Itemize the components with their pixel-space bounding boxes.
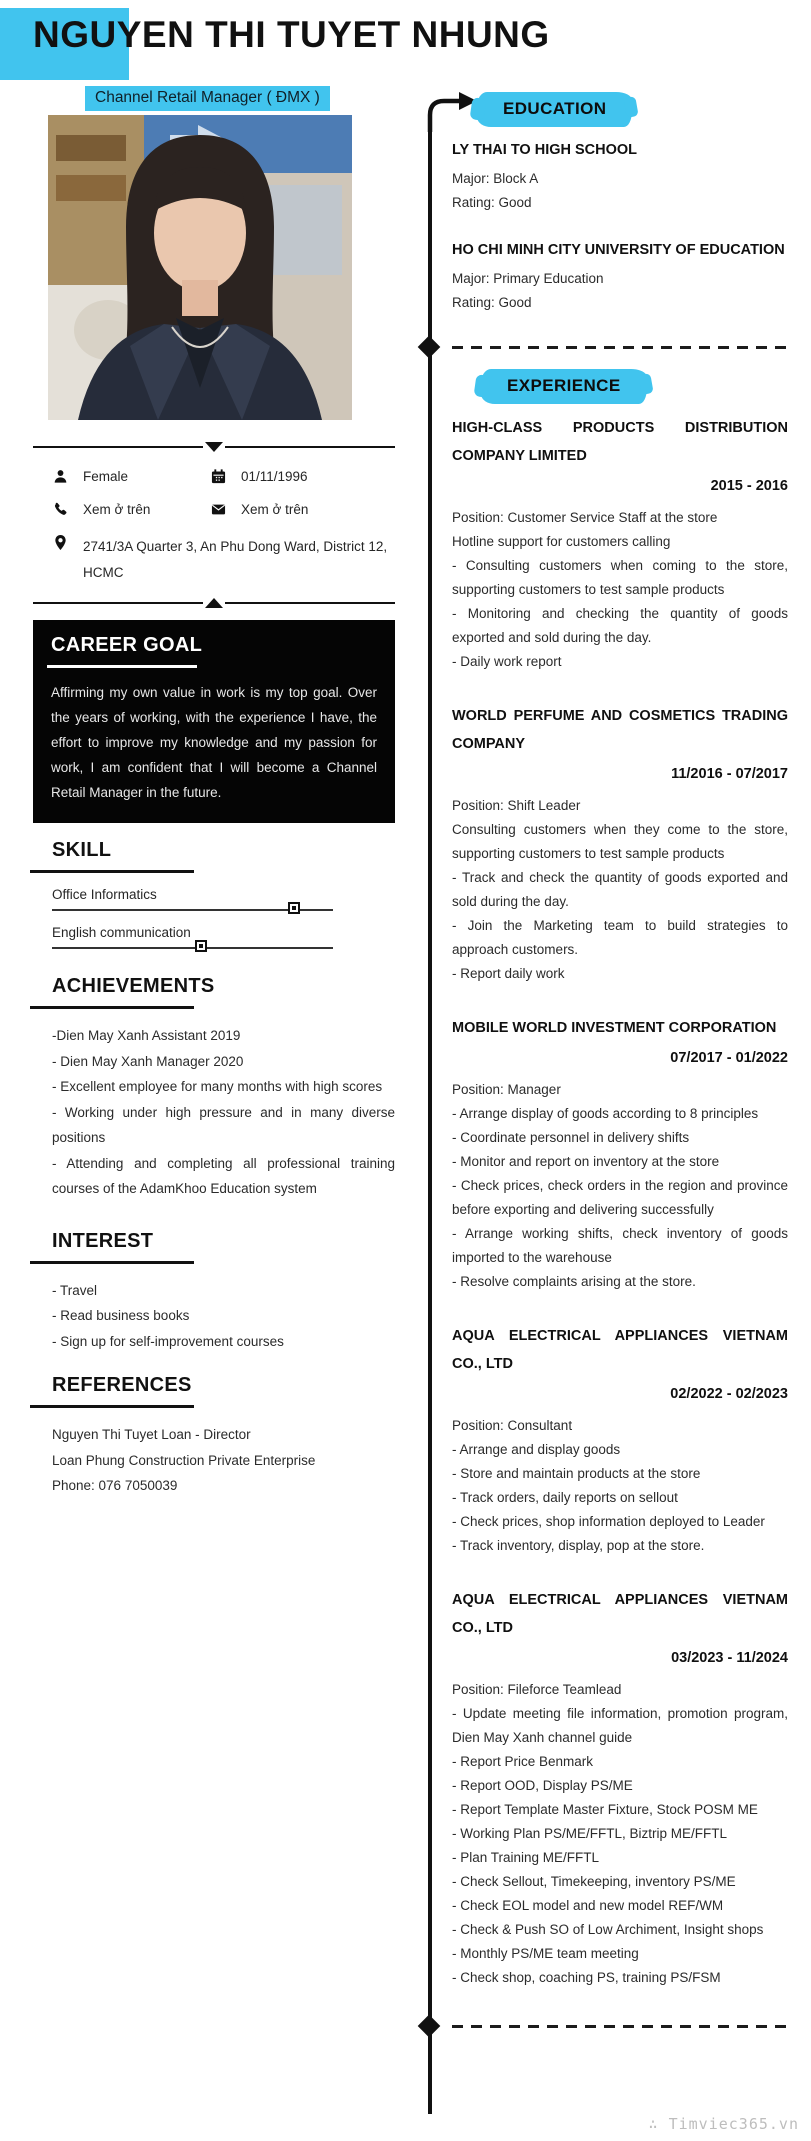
job-detail-line: - Track orders, daily reports on sellout bbox=[452, 1490, 678, 1505]
skill-slider[interactable] bbox=[52, 909, 333, 911]
school-rating: Rating: Good bbox=[452, 295, 532, 310]
job-detail-line: - Daily work report bbox=[452, 654, 562, 669]
job-detail-line: - Report daily work bbox=[452, 966, 565, 981]
dashed-line bbox=[452, 346, 788, 349]
job-detail-line: Hotline support for customers calling bbox=[452, 534, 671, 549]
job-detail-line: - Report Price Benmark bbox=[452, 1754, 594, 1769]
job-detail-line: - Monitor and report on inventory at the store bbox=[452, 1154, 720, 1169]
job-period: 07/2017 - 01/2022 bbox=[670, 1050, 788, 1066]
job-detail-line: - Track and check the quantity of goods exported and sold during the day. bbox=[452, 870, 788, 909]
job-detail-line: - Report Template Master Fixture, Stock POSM ME bbox=[452, 1802, 758, 1817]
job-detail-line: Position: Fileforce Teamlead bbox=[452, 1682, 622, 1697]
candidate-name: NGUYEN THI TUYET NHUNG bbox=[33, 14, 550, 55]
job-detail-line: Position: Consultant bbox=[452, 1418, 573, 1433]
job-detail-line: - Working Plan PS/ME/FFTL, Biztrip ME/FFTL bbox=[452, 1826, 728, 1841]
education-entry bbox=[452, 239, 788, 315]
experience-job bbox=[452, 414, 788, 674]
phone-value: Xem ở trên bbox=[83, 502, 151, 517]
gender-value: Female bbox=[83, 469, 129, 484]
career-goal-title: CAREER GOAL bbox=[51, 634, 203, 656]
school-major: Major: Primary Education bbox=[452, 271, 604, 286]
job-details bbox=[452, 794, 788, 986]
job-period: 02/2022 - 02/2023 bbox=[670, 1386, 788, 1402]
job-detail-line: - Check & Push SO of Low Archiment, Insight shops bbox=[452, 1922, 764, 1937]
interest-item: - Read business books bbox=[52, 1308, 190, 1323]
skill-underline bbox=[30, 870, 194, 873]
education-entry bbox=[452, 139, 788, 215]
career-goal-section bbox=[33, 620, 395, 823]
job-detail-line: Position: Customer Service Staff at the store bbox=[452, 510, 718, 525]
experience-job bbox=[452, 1322, 788, 1558]
interest-item: - Sign up for self-improvement courses bbox=[52, 1333, 284, 1349]
interest-item: - Travel bbox=[52, 1282, 98, 1298]
job-detail-line: - Store and maintain products at the store bbox=[452, 1466, 701, 1481]
site-watermark: ∴ Timviec365.vn bbox=[648, 2115, 799, 2133]
school-major: Major: Block A bbox=[452, 171, 539, 186]
job-period: 2015 - 2016 bbox=[710, 478, 788, 494]
reference-line: Loan Phung Construction Private Enterprise bbox=[52, 1452, 316, 1468]
timeline-separator-bottom bbox=[421, 2018, 788, 2034]
job-period: 11/2016 - 07/2017 bbox=[671, 766, 788, 782]
skill-row bbox=[52, 887, 395, 911]
job-details bbox=[452, 1678, 788, 1990]
left-column bbox=[33, 86, 395, 1499]
job-detail-line: - Check prices, check orders in the region and province before exporting and delivering successfully bbox=[452, 1178, 788, 1217]
achievement-item: - Excellent employee for many months with high scores bbox=[52, 1079, 383, 1094]
achievements-underline bbox=[30, 1006, 194, 1009]
job-detail-line: - Arrange and display goods bbox=[452, 1442, 621, 1457]
dob-item bbox=[211, 468, 395, 486]
address-value: 2741/3A Quarter 3, An Phu Dong Ward, District 12, HCMC bbox=[83, 539, 388, 580]
achievements-list bbox=[52, 1023, 395, 1202]
job-detail-line: - Check Sellout, Timekeeping, inventory PS/ME bbox=[452, 1874, 736, 1889]
job-detail-line: Consulting customers when they come to the store, supporting customers to test sample products bbox=[452, 822, 788, 861]
job-detail-line: - Monitoring and checking the quantity of goods exported and sold during the day. bbox=[452, 606, 788, 645]
skill-label: English communication bbox=[52, 925, 191, 940]
job-detail-line: - Check EOL model and new model REF/WM bbox=[452, 1898, 724, 1913]
job-detail-line: - Check shop, coaching PS, training PS/FSM bbox=[452, 1970, 721, 1985]
skill-row bbox=[52, 925, 395, 949]
diamond-marker-icon bbox=[418, 336, 441, 359]
skill-section bbox=[33, 839, 395, 949]
interest-list bbox=[52, 1278, 395, 1355]
job-detail-line: - Plan Training ME/FFTL bbox=[452, 1850, 600, 1865]
interest-section bbox=[33, 1230, 395, 1355]
profile-photo bbox=[48, 115, 352, 420]
references-section bbox=[33, 1374, 395, 1499]
timeline-vertical-line bbox=[428, 128, 432, 2114]
person-icon bbox=[53, 469, 68, 484]
job-detail-line: - Consulting customers when coming to the store, supporting customers to test sample products bbox=[452, 558, 788, 597]
phone-icon bbox=[53, 502, 68, 517]
references-underline bbox=[30, 1405, 194, 1408]
job-detail-line: - Check prices, shop information deployed to Leader bbox=[452, 1514, 765, 1529]
reference-line: Nguyen Thi Tuyet Loan - Director bbox=[52, 1427, 251, 1442]
school-name: LY THAI TO HIGH SCHOOL bbox=[452, 142, 638, 158]
divider-up bbox=[33, 598, 395, 608]
dob-value: 01/11/1996 bbox=[241, 469, 308, 484]
email-value: Xem ở trên bbox=[241, 502, 309, 517]
achievement-item: - Working under high pressure and in many diverse positions bbox=[52, 1104, 395, 1145]
achievements-title: ACHIEVEMENTS bbox=[52, 975, 215, 997]
interest-underline bbox=[30, 1261, 194, 1264]
company-name: HIGH-CLASS PRODUCTS DISTRIBUTION COMPANY LIMITED bbox=[452, 420, 788, 464]
job-detail-line: Position: Shift Leader bbox=[452, 798, 581, 813]
dashed-line bbox=[452, 2025, 788, 2028]
reference-line: Phone: 076 7050039 bbox=[52, 1478, 178, 1493]
personal-info bbox=[33, 452, 395, 586]
calendar-icon bbox=[211, 469, 226, 484]
job-details bbox=[452, 506, 788, 674]
address-item bbox=[53, 534, 395, 586]
experience-job bbox=[452, 1014, 788, 1294]
gender-item bbox=[53, 468, 211, 486]
triangle-down-icon bbox=[205, 442, 223, 452]
job-detail-line: - Monthly PS/ME team meeting bbox=[452, 1946, 639, 1961]
interest-title: INTEREST bbox=[52, 1229, 154, 1252]
job-detail-line: - Resolve complaints arising at the store. bbox=[452, 1274, 696, 1289]
company-name: AQUA ELECTRICAL APPLIANCES VIETNAM CO., LTD bbox=[452, 1592, 788, 1636]
skill-slider[interactable] bbox=[52, 947, 333, 949]
job-details bbox=[452, 1078, 788, 1294]
experience-header-badge: EXPERIENCE bbox=[481, 369, 647, 404]
company-name: AQUA ELECTRICAL APPLIANCES VIETNAM CO., LTD bbox=[452, 1328, 788, 1372]
job-detail-line: - Arrange display of goods according to 8 principles bbox=[452, 1106, 759, 1121]
job-period: 03/2023 - 11/2024 bbox=[671, 1650, 788, 1666]
experience-job bbox=[452, 702, 788, 986]
email-icon bbox=[211, 502, 226, 517]
achievement-item: - Attending and completing all professional training courses of the AdamKhoo Education system bbox=[52, 1155, 395, 1196]
job-detail-line: - Update meeting file information, promotion program, Dien May Xanh channel guide bbox=[452, 1706, 788, 1745]
career-goal-text: Affirming my own value in work is my top goal. Over the years of working, with the experience I have, the effort to improve my knowledge and my passion for work, I am confident that I will become a Channel Retail Manager in the future. bbox=[51, 685, 377, 800]
location-pin-icon bbox=[53, 535, 68, 550]
email-item bbox=[211, 501, 395, 519]
timeline-separator bbox=[421, 339, 788, 355]
job-detail-line: - Arrange working shifts, check inventory of goods imported to the warehouse bbox=[452, 1226, 788, 1265]
skill-title: SKILL bbox=[52, 839, 112, 861]
references-title: REFERENCES bbox=[52, 1374, 192, 1396]
company-name: MOBILE WORLD INVESTMENT CORPORATION bbox=[452, 1020, 777, 1036]
education-header-badge: EDUCATION bbox=[477, 92, 632, 127]
school-name: HO CHI MINH CITY UNIVERSITY OF EDUCATION bbox=[452, 242, 785, 258]
diamond-marker-icon bbox=[418, 2015, 441, 2038]
skill-label: Office Informatics bbox=[52, 887, 157, 902]
job-detail-line: - Coordinate personnel in delivery shifts bbox=[452, 1130, 690, 1145]
job-detail-line: - Report OOD, Display PS/ME bbox=[452, 1778, 633, 1793]
achievements-section bbox=[33, 975, 395, 1202]
school-rating: Rating: Good bbox=[452, 195, 532, 210]
achievement-item: - Dien May Xanh Manager 2020 bbox=[52, 1053, 244, 1069]
right-column bbox=[452, 92, 788, 2034]
experience-job bbox=[452, 1586, 788, 1990]
job-details bbox=[452, 1414, 788, 1558]
achievement-item: -Dien May Xanh Assistant 2019 bbox=[52, 1028, 241, 1043]
job-detail-line: - Track inventory, display, pop at the store. bbox=[452, 1538, 705, 1553]
divider-down bbox=[33, 442, 395, 452]
job-title-chip: Channel Retail Manager ( ĐMX ) bbox=[85, 86, 330, 111]
company-name: WORLD PERFUME AND COSMETICS TRADING COMPANY bbox=[452, 708, 788, 752]
career-goal-underline bbox=[47, 665, 197, 668]
references-list bbox=[52, 1422, 395, 1499]
triangle-up-icon bbox=[205, 598, 223, 608]
job-detail-line: - Join the Marketing team to build strategies to approach customers. bbox=[452, 918, 788, 957]
phone-item bbox=[53, 501, 211, 519]
job-detail-line: Position: Manager bbox=[452, 1082, 561, 1097]
